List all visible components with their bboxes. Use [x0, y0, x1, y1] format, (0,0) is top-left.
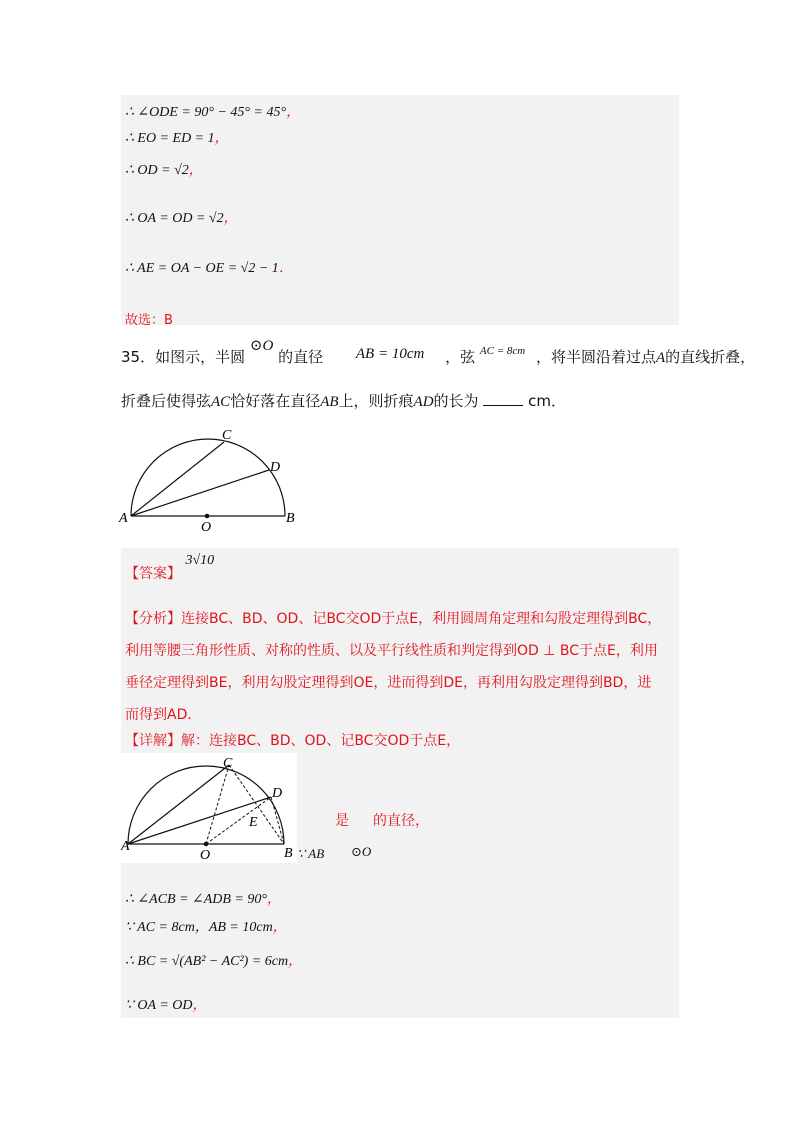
label-c: C — [222, 428, 232, 443]
detail-line-1: ∴ ∠ACB = ∠ADB = 90°， — [125, 892, 282, 907]
label-o: O — [201, 520, 212, 535]
detail-figure — [121, 753, 297, 863]
detail-line-4: ∵ OA = OD， — [125, 998, 207, 1013]
answer-line: 【答案】 3√10 — [125, 553, 215, 582]
label-a-2: A — [121, 839, 130, 854]
detail-line-3: ∴ BC = √(AB² − AC²) = 6cm， — [125, 954, 303, 969]
semicircle-arc — [131, 439, 285, 516]
analysis-line-3: 垂径定理得到BE，利用勾股定理得到OE，进而得到DE，再利用勾股定理得到BD，进 — [125, 675, 652, 691]
chord-ac — [131, 442, 224, 516]
label-e-2: E — [249, 815, 258, 830]
solution-panel-bottom — [121, 548, 679, 1018]
center-point-2 — [204, 842, 209, 847]
solution-line-2: ∴ EO = ED = 1， — [125, 131, 229, 146]
answer-blank — [483, 405, 523, 406]
chord-ac-2 — [128, 765, 229, 844]
side-circle: ⊙O — [351, 844, 372, 859]
solution-line-3: ∴ OD = √2， — [125, 163, 203, 178]
label-d: D — [270, 460, 281, 475]
detail-line-2: ∵ AC = 8cm，AB = 10cm， — [125, 920, 287, 935]
label-b-2: B — [284, 846, 293, 861]
semicircle-figure — [116, 425, 316, 535]
center-point — [205, 514, 210, 519]
choice-answer: 故选：B — [125, 313, 173, 328]
analysis-line-4: 而得到AD． — [125, 707, 202, 723]
label-b: B — [286, 511, 295, 526]
label-o-2: O — [200, 848, 211, 863]
chord-bc-dashed — [229, 765, 284, 844]
question-line-2: 折叠后使得弦AC恰好落在直径AB上，则折痕AD的长为 cm． — [121, 392, 566, 410]
analysis-line-1: 【分析】连接BC、BD、OD、记BC交OD于点E，利用圆周角定理和勾股定理得到BC， — [125, 611, 662, 627]
label-c-2: C — [223, 756, 233, 771]
side-because: ∵ AB — [297, 846, 325, 861]
segment-bd-dashed — [271, 797, 284, 844]
detail-intro: 【详解】解：连接BC、BD、OD、记BC交OD于点E， — [125, 733, 461, 749]
side-is: 是 — [335, 813, 349, 829]
segment-od-dashed — [206, 797, 271, 844]
label-d-2: D — [272, 786, 283, 801]
segment-oc-dashed — [206, 765, 229, 844]
label-a: A — [119, 511, 128, 526]
crease-ad — [131, 470, 269, 516]
solution-line-1: ∴ ∠ODE = 90° − 45° = 45°， — [125, 105, 301, 120]
analysis-line-2: 利用等腰三角形性质、对称的性质、以及平行线性质和判定得到OD ⊥ BC于点E，利用 — [125, 643, 658, 659]
solution-panel-top — [121, 95, 679, 328]
solution-line-5: ∴ AE = OA − OE = √2 − 1． — [125, 261, 293, 276]
question-line-1: 35．如图示，半圆 ⊙O 的直径 AB = 10cm ，弦 $^{AC = 8cm}$ ，将半圆沿着过点A的直线折叠， — [121, 338, 756, 366]
side-diameter: 的直径， — [373, 813, 429, 829]
solution-line-4: ∴ OA = OD = √2， — [125, 211, 238, 226]
